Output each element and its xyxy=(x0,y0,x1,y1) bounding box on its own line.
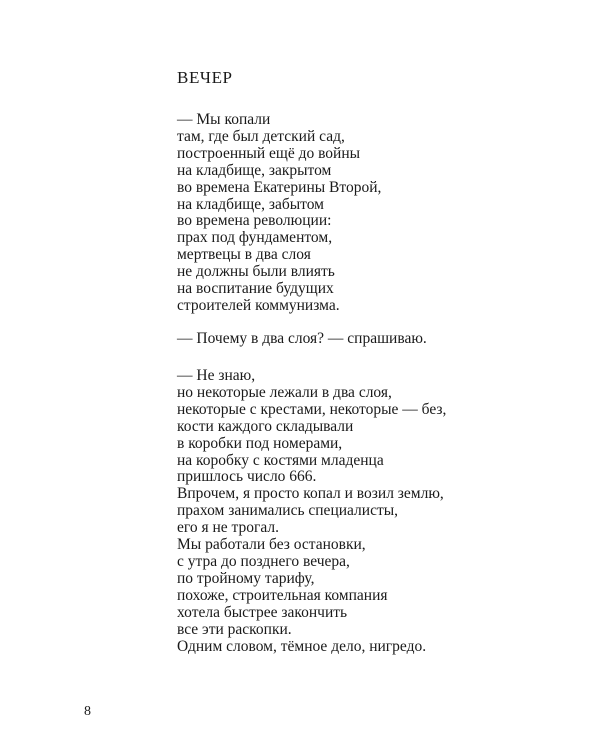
poem-line: прахом занимались специалисты, xyxy=(177,502,399,520)
poem-line: там, где был детский сад, xyxy=(177,127,345,145)
poem-line: его я не трогал. xyxy=(177,519,279,537)
poem-line: все эти раскопки. xyxy=(177,620,292,638)
stanza-2 xyxy=(177,331,477,348)
poem-line: прах под фундаментом, xyxy=(177,229,333,247)
poem-line: в коробки под номерами, xyxy=(177,434,343,452)
poem-line: мертвецы в два слоя xyxy=(177,246,311,264)
poem-title: ВЕЧЕР xyxy=(177,68,233,87)
poem-line: Впрочем, я просто копал и возил землю, xyxy=(177,485,444,503)
poem-line: на кладбище, забытом xyxy=(177,195,324,213)
poem-line: на кладбище, закрытом xyxy=(177,161,332,179)
poem-line: но некоторые лежали в два слоя, xyxy=(177,383,392,401)
poem-line: некоторые с крестами, некоторые — без, xyxy=(177,400,447,418)
poem-line: на коробку с костями младенца xyxy=(177,451,384,469)
page-number: 8 xyxy=(84,704,91,719)
poem-line: построенный ещё до войны xyxy=(177,144,361,162)
poem-line: кости каждого складывали xyxy=(177,417,354,435)
stanza-1 xyxy=(177,112,477,315)
poem-line: — Почему в два слоя? — спрашиваю. xyxy=(177,330,427,347)
poem-line: не должны были влиять xyxy=(177,263,335,281)
poem-line: во времена Екатерины Второй, xyxy=(177,178,382,196)
poem-line: на воспитание будущих xyxy=(177,280,334,298)
poem-line: пришлось число 666. xyxy=(177,468,317,486)
poem-line: хотела быстрее закончить xyxy=(177,603,348,621)
poem-line: — Не знаю, xyxy=(177,367,256,384)
poem-line: — Мы копали xyxy=(177,111,271,128)
poem-line: Одним словом, тёмное дело, нигредо. xyxy=(177,637,427,655)
poem-line: по тройному тарифу, xyxy=(177,569,315,587)
stanza-3 xyxy=(177,368,477,655)
poem-line: с утра до позднего вечера, xyxy=(177,552,350,570)
poem-line: строителей коммунизма. xyxy=(177,296,340,314)
poem-line: Мы работали без остановки, xyxy=(177,536,366,554)
poem-line: похоже, строительная компания xyxy=(177,586,388,604)
poem-line: во времена революции: xyxy=(177,212,332,230)
